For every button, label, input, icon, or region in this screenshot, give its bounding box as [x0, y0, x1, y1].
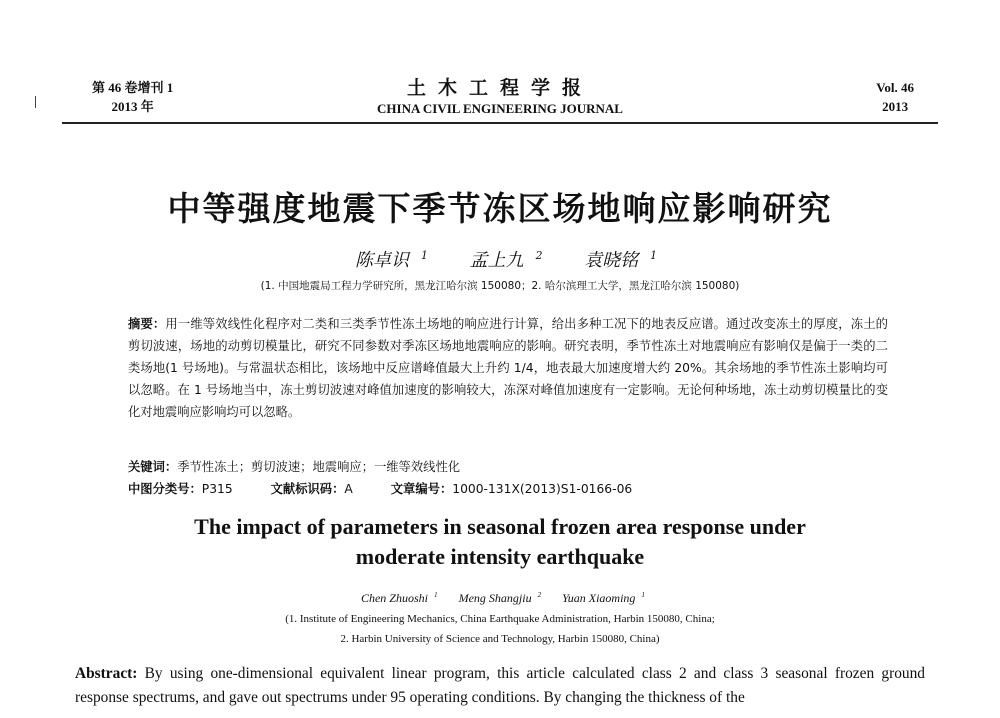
author-en: Yuan Xiaoming $^1$	[562, 591, 646, 605]
keywords-cn-text: 季节性冻土；剪切波速；地震响应；一维等效线性化	[177, 460, 461, 474]
abstract-cn	[128, 313, 888, 423]
volume-en: Vol. 46	[876, 80, 914, 95]
volume-cn: 第 46 卷增刊 1	[92, 80, 174, 95]
doc-code-label: 文献标识码：	[270, 482, 345, 496]
abstract-en-text: By using one-dimensional equivalent linear program, this article calculated class 2 and class 3 seasonal frozen ground response spectrums, and gave out spectrums under 95 operating conditions. By changing the thickness of the	[75, 665, 925, 706]
header-volume-en	[876, 78, 914, 116]
keywords-cn	[128, 457, 888, 477]
author-cn: 陈卓识 $^1$	[354, 249, 428, 271]
affiliations-cn: (1. 中国地震局工程力学研究所，黑龙江哈尔滨 150080；2. 哈尔滨理工大学，黑龙江哈尔滨 150080)	[260, 280, 740, 292]
keywords-cn-label: 关键词：	[128, 460, 178, 474]
affiliation-en-line: (1. Institute of Engineering Mechanics, China Earthquake Administration, Harbin 150080, China;	[285, 613, 715, 625]
article-no-value: 1000-131X(2013)S1-0166-06	[452, 482, 633, 496]
journal-name-cn: 土木工程学报	[406, 78, 593, 99]
title-en-line: The impact of parameters in seasonal frozen area response under	[194, 514, 806, 539]
abstract-en-label: Abstract:	[75, 665, 138, 682]
title-en-line: moderate intensity earthquake	[355, 544, 645, 569]
running-header	[62, 78, 938, 124]
clc-label: 中图分类号：	[128, 482, 202, 496]
title-en	[0, 512, 1000, 572]
doc-code-value: A	[344, 482, 353, 496]
abstract-en	[75, 662, 925, 710]
classification-cn	[128, 479, 888, 499]
article-no-label: 文章编号：	[390, 482, 453, 496]
affiliation-en-line: 2. Harbin University of Science and Technology, Harbin 150080, China)	[340, 633, 660, 645]
authors-cn	[0, 249, 1000, 273]
journal-name-en: CHINA CIVIL ENGINEERING JOURNAL	[377, 101, 623, 116]
abstract-cn-label: 摘要：	[128, 317, 166, 331]
author-en: Meng Shangjiu $^2$	[458, 591, 542, 605]
author-en: Chen Zhuoshi $^1$	[360, 591, 438, 605]
affiliations-en	[0, 609, 1000, 649]
year-en: 2013	[882, 99, 909, 114]
header-journal	[62, 78, 938, 118]
title-cn: 中等强度地震下季节冻区场地响应影响研究	[167, 189, 833, 228]
year-cn: 2013 年	[111, 99, 154, 114]
author-cn: 袁晓铭 $^1$	[584, 249, 658, 271]
header-rule	[62, 122, 938, 124]
margin-mark	[35, 96, 36, 108]
abstract-cn-text: 用一维等效线性化程序对二类和三类季节性冻土场地的响应进行计算，给出多种工况下的地表反应谱。通过改变冻土的厚度，冻土的剪切波速，场地的动剪切模量比，研究不同参数对季冻区场地地震响应的影响。研究表明，季节性冻土对地震响应有影响仅是偏于一类的二类场地(1 号场地)。与常温状态相比，该场地中反应谱峰值最大上升约 1/4，地表最大加速度增大约 20%。其余场地的季节性冻土影响均可以忽略。在 1 号场地当中，冻土剪切波速对峰值加速度的影响较大，冻深对峰值加速度有一定影响。无论何种场地，冻土动剪切模量比的变化对地震响应影响均可以忽略。	[128, 317, 888, 419]
author-cn: 孟上九 $^2$	[469, 249, 543, 271]
authors-en	[0, 589, 1000, 607]
clc-value: P315	[201, 482, 233, 496]
